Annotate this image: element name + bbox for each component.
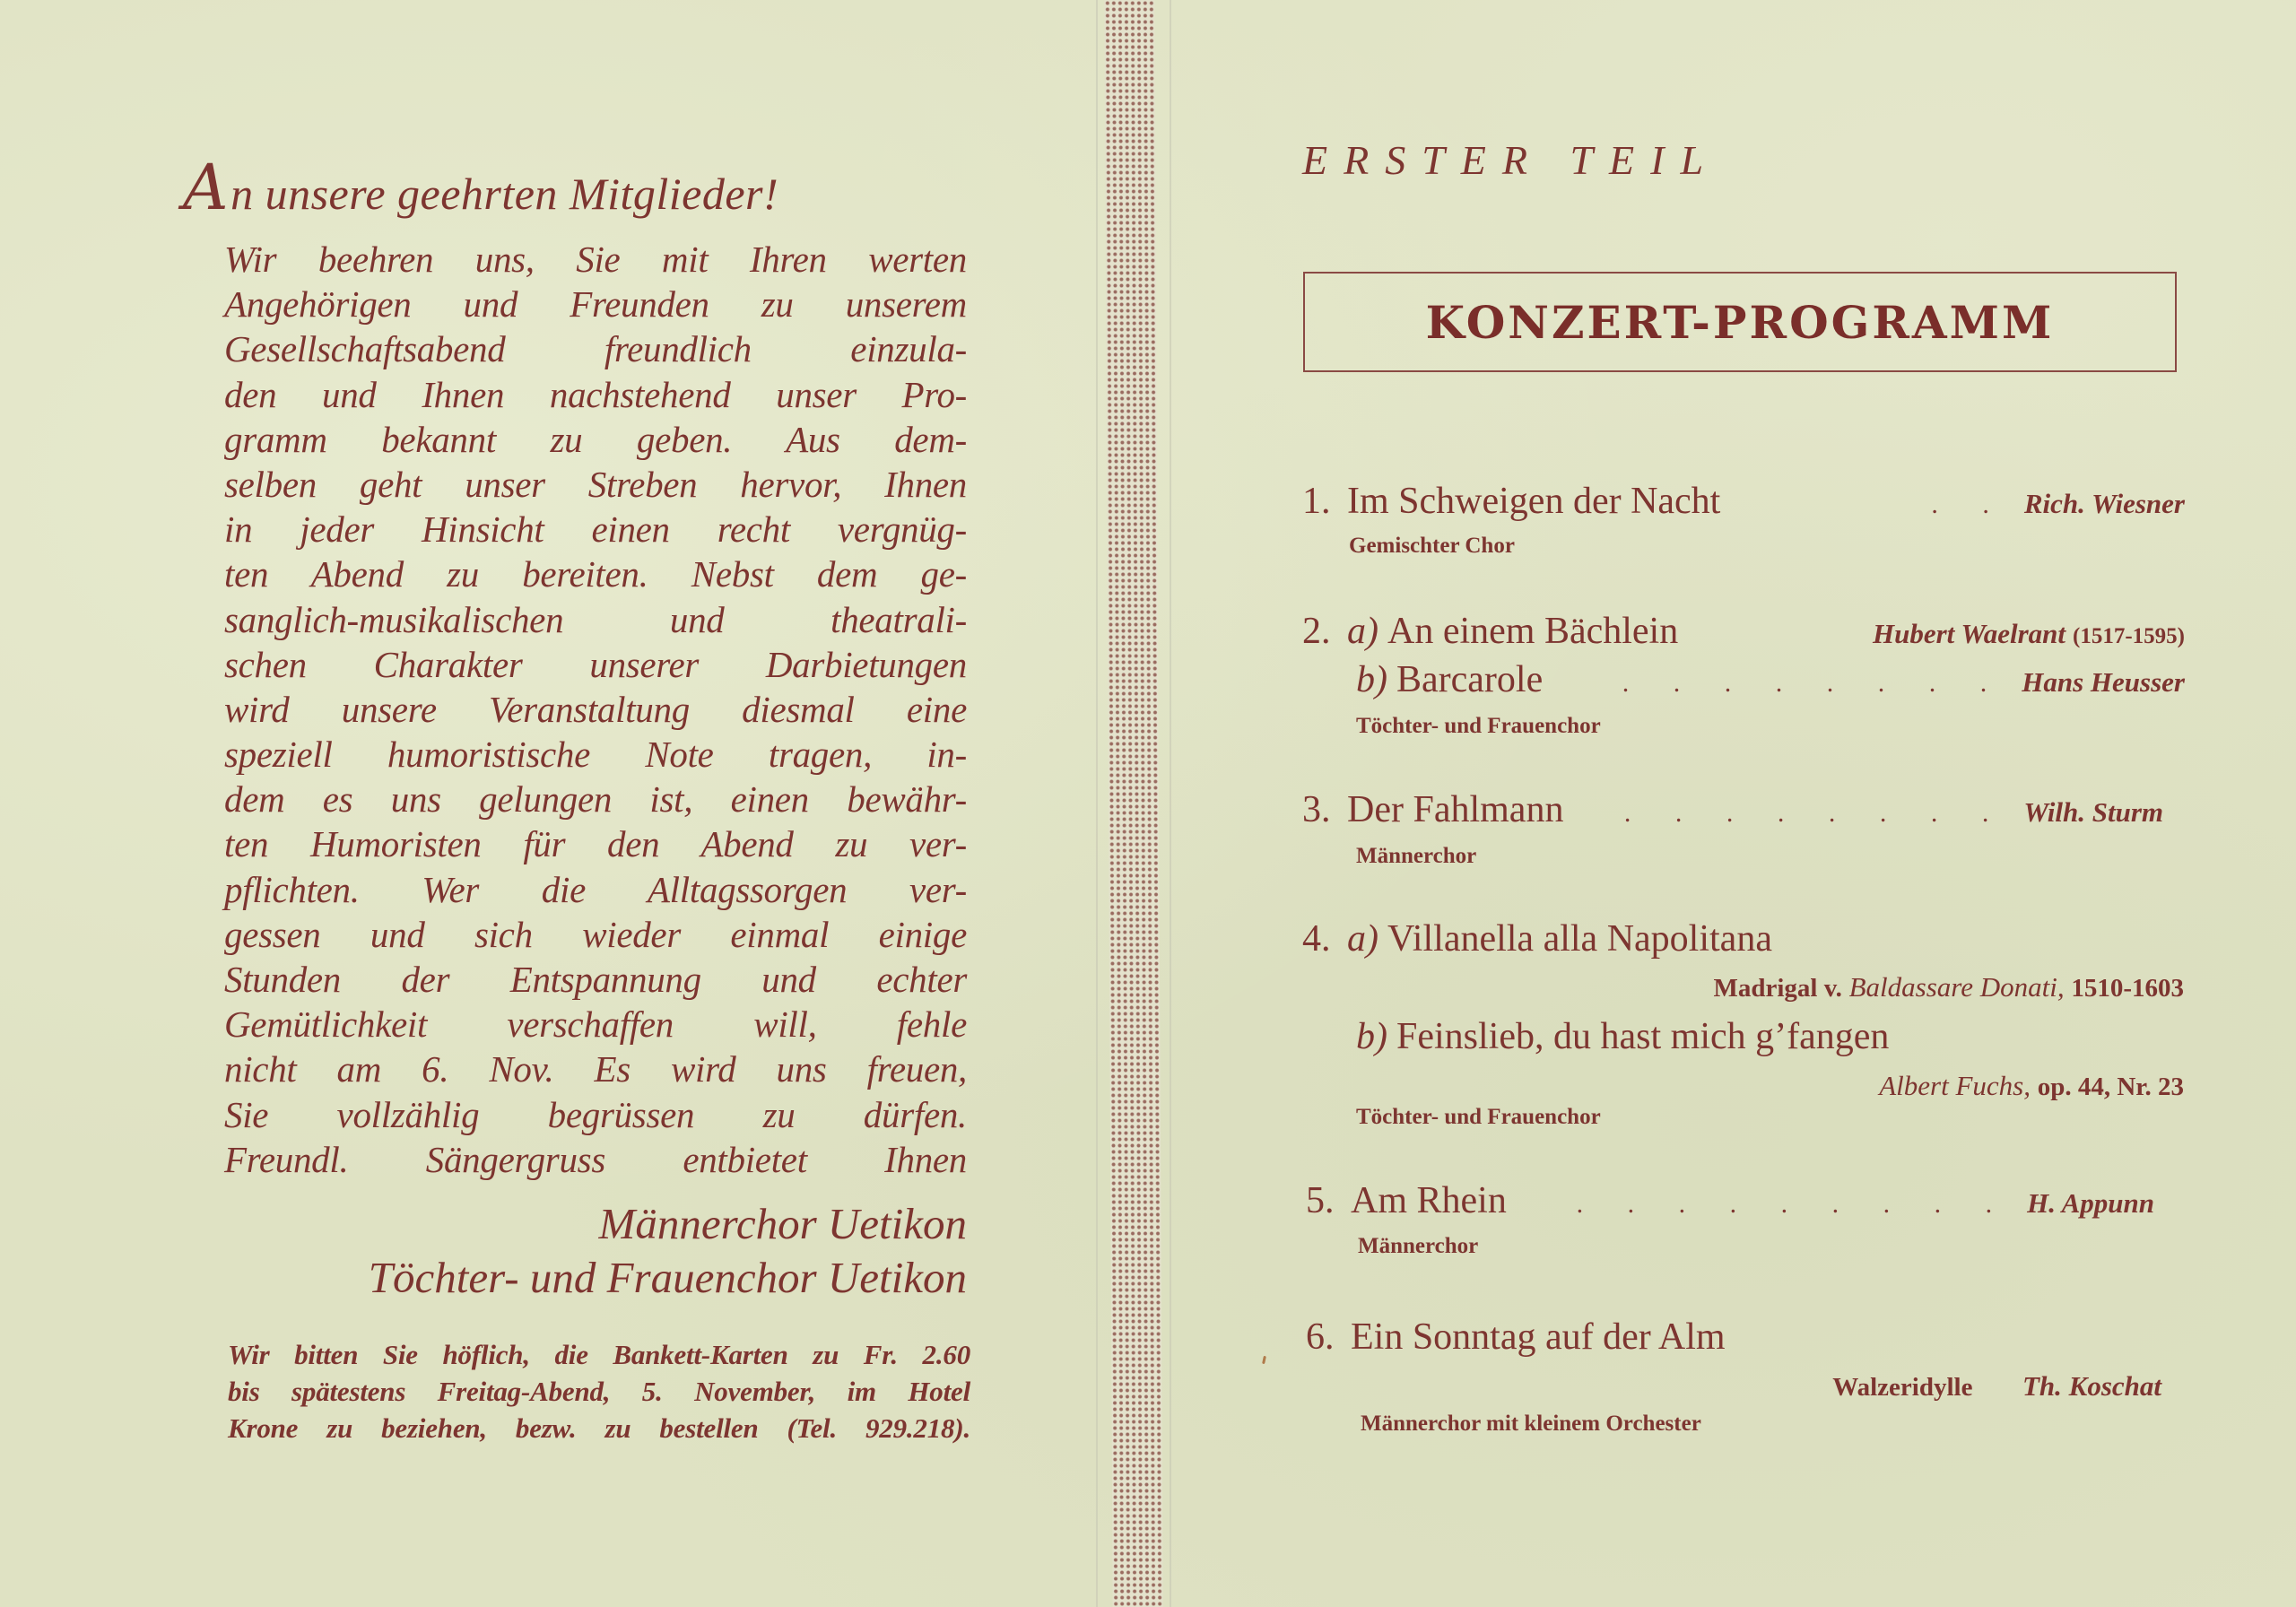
item-4a-attribution <box>1713 971 2184 1003</box>
greeting-text: n unsere geehrten Mitglieder! <box>230 169 779 219</box>
item-title: Im Schweigen der Nacht <box>1347 481 1721 522</box>
program-item-2b <box>1356 658 2185 701</box>
program-title: KONZERT-PROGRAMM <box>1425 295 2055 349</box>
body-line: dem es uns gelungen ist, einen bewähr- <box>224 778 967 821</box>
footnote-line: bis spätestens Freitag-Abend, 5. November, im Hotel <box>228 1376 970 1407</box>
decorative-initial: A <box>183 151 230 224</box>
body-line: Stunden der Entspannung und echter <box>224 959 967 1000</box>
body-line: nicht am 6. Nov. Es wird uns freuen, <box>224 1048 967 1090</box>
body-line: sanglich-musikalischen und theatrali- <box>224 598 967 640</box>
signature-frauenchor: Töchter- und Frauenchor Uetikon <box>368 1253 967 1302</box>
body-line: ten Humoristen für den Abend zu ver- <box>224 823 967 865</box>
body-line: ten Abend zu bereiten. Nebst dem ge- <box>224 553 967 595</box>
body-line: Angehörigen und Freunden zu unserem <box>224 283 967 326</box>
body-line: Sie vollzählig begrüssen zu dürfen. <box>224 1093 967 1135</box>
footnote-line: Wir bitten Sie höflich, die Bankett-Karten zu Fr. 2.60 <box>228 1339 970 1370</box>
part-title: ERSTER TEIL <box>1302 137 1720 183</box>
program-item-5 <box>1306 1179 2154 1222</box>
item-ensemble: Männerchor <box>1358 1234 1479 1258</box>
item-genre: Madrigal v. <box>1713 974 1842 1003</box>
item-composer: Hubert Waelrant <box>1872 618 2066 649</box>
item-composer: H. Appunn <box>2027 1187 2154 1219</box>
body-line: selben geht unser Streben hervor, Ihnen <box>224 463 967 505</box>
item-ensemble: Gemischter Chor <box>1349 534 1515 558</box>
item-ensemble: Töchter- und Frauenchor <box>1356 1105 1601 1129</box>
item-composer: Th. Koschat <box>2022 1370 2161 1402</box>
item-number: 1. <box>1302 481 1331 522</box>
body-line: speziell humoristische Note tragen, in- <box>224 734 967 776</box>
item-number: 3. <box>1302 789 1331 830</box>
fold-crease-right <box>1170 0 1171 1607</box>
signature-maennerchor: Männerchor Uetikon <box>598 1199 967 1248</box>
item-title: An einem Bächlein <box>1387 611 1679 652</box>
item-4b-attribution <box>1879 1070 2184 1102</box>
item-title: Barcarole <box>1396 659 1544 700</box>
item-composer: Albert Fuchs, <box>1879 1070 2031 1101</box>
body-line: gramm bekannt zu geben. Aus dem- <box>224 418 967 460</box>
program-title-box <box>1303 272 2177 372</box>
item-number: 6. <box>1306 1316 1335 1358</box>
fold-crease-left <box>1096 0 1098 1607</box>
body-line: wird unsere Veranstaltung diesmal eine <box>224 688 967 730</box>
program-item-4a <box>1302 917 2185 960</box>
item-composer: Hans Heusser <box>2022 666 2185 698</box>
item-number: 5. <box>1306 1180 1335 1221</box>
invitation-body <box>224 237 967 1182</box>
footnote-line: Krone zu beziehen, bezw. zu bestellen (Tel. 929.218). <box>228 1412 970 1444</box>
body-line: gessen und sich wieder einmal einige <box>224 913 967 955</box>
body-line: den und Ihnen nachstehend unser Pro- <box>224 373 967 415</box>
body-line: pflichten. Wer die Alltagssorgen ver- <box>224 868 967 910</box>
item-number: 2. <box>1302 611 1331 652</box>
body-line: Wir beehren uns, Sie mit Ihren werten <box>224 239 967 280</box>
item-title: Ein Sonntag auf der Alm <box>1351 1316 1726 1358</box>
item-ensemble: Töchter- und Frauenchor <box>1356 714 1601 738</box>
paper-speck <box>1262 1356 1266 1364</box>
item-number: 4. <box>1302 918 1331 960</box>
greeting-heading <box>183 151 778 224</box>
item-genre: Walzeridylle <box>1832 1373 1973 1402</box>
item-years: 1510-1603 <box>2071 974 2184 1003</box>
item-6-attribution <box>1832 1370 2161 1403</box>
leader-dots: . . . . . . . . <box>1622 668 2006 698</box>
program-item-3 <box>1302 788 2163 831</box>
banquet-footnote <box>228 1336 970 1446</box>
item-ensemble: Männerchor <box>1356 844 1477 868</box>
program-item-1 <box>1302 480 2185 523</box>
item-composer: Baldassare Donati, <box>1848 971 2065 1003</box>
item-sub-label: a) <box>1347 611 1378 652</box>
item-opus: op. 44, Nr. 23 <box>2037 1073 2184 1101</box>
body-line: schen Charakter unserer Darbietungen <box>224 643 967 685</box>
item-composer: Rich. Wiesner <box>2023 488 2185 519</box>
program-item-4b <box>1356 1015 2185 1058</box>
item-sub-label: b) <box>1356 659 1387 700</box>
body-line: Gemütlichkeit verschaffen will, fehle <box>224 1003 967 1046</box>
program-item-2a <box>1302 610 2185 653</box>
program-item-6 <box>1306 1316 2188 1359</box>
item-years: (1517-1595) <box>2073 624 2185 648</box>
item-title: Villanella alla Napolitana <box>1387 918 1772 960</box>
item-sub-label: a) <box>1347 918 1378 960</box>
body-line: in jeder Hinsicht einen recht vergnüg- <box>224 508 967 551</box>
leader-dots: . . <box>1931 490 2008 519</box>
center-fold-dotted-strip <box>1104 0 1162 1607</box>
leader-dots: . . . . . . . . . <box>1576 1189 2012 1219</box>
body-line: Freundl. Sängergruss entbietet Ihnen <box>224 1138 967 1180</box>
item-ensemble: Männerchor mit kleinem Orchester <box>1361 1412 1701 1436</box>
item-title: Am Rhein <box>1351 1180 1507 1221</box>
item-title: Feinslieb, du hast mich g’fangen <box>1396 1016 1890 1057</box>
item-title: Der Fahlmann <box>1347 789 1564 830</box>
leader-dots: . . . . . . . . <box>1623 798 2008 828</box>
item-sub-label: b) <box>1356 1016 1387 1057</box>
body-line: Gesellschaftsabend freundlich einzula- <box>224 328 967 370</box>
item-composer: Wilh. Sturm <box>2023 796 2163 828</box>
